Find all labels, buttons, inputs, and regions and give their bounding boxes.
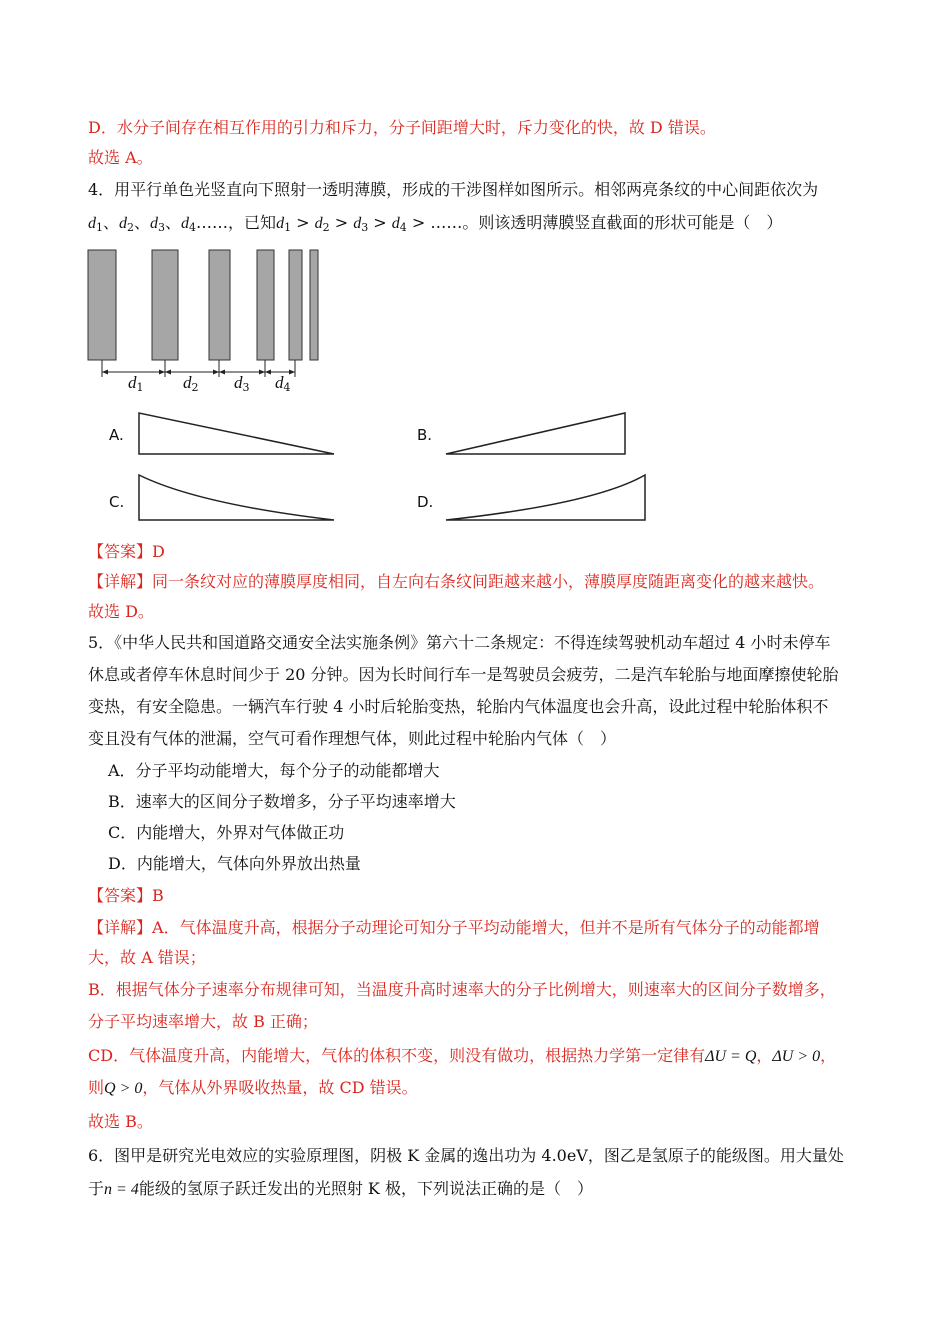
fig-label-d3: $d_3$ [234, 373, 250, 394]
q5-option-c[interactable]: C．内能增大，外界对气体做正功 [108, 823, 345, 842]
q4-option-b-label[interactable]: B. [417, 426, 433, 444]
q5-detail-b-line1: B．根据气体分子速率分布规律可知，当温度升高时速率大的分子比例增大，则速率大的区间分子数增多， [88, 980, 836, 999]
q5-option-d[interactable]: D．内能增大，气体向外界放出热量 [108, 854, 361, 873]
q4-option-d-label[interactable]: D. [417, 493, 434, 511]
q5-detail-a-line2: 大，故 A 错误； [88, 948, 206, 967]
fig-label-d2: $d_2$ [183, 373, 199, 394]
q5-detail-b-line2: 分子平均速率增大，故 B 正确； [88, 1012, 318, 1031]
q4-option-c-label[interactable]: C. [109, 493, 125, 511]
q5-detail-cd-line2: 则Q > 0，气体从外界吸收热量，故 CD 错误。 [88, 1078, 418, 1097]
q6-stem-line1: 6．图甲是研究光电效应的实验原理图，阴极 K 金属的逸出功为 4.0eV，图乙是氢原子的能级图。用大量处 [88, 1146, 844, 1165]
q5-detail-a-line1: 【详解】A．气体温度升高，根据分子动理论可知分子平均动能增大，但并不是所有气体分子的动能都增 [88, 918, 820, 937]
select-a-line: 故选 A。 [88, 148, 153, 167]
fringe-1 [88, 250, 116, 360]
option-d-explanation: D．水分子间存在相互作用的引力和斥力，分子间距增大时，斥力变化的快，故 D 错误。 [88, 118, 716, 137]
interference-fringe-figure [80, 245, 340, 375]
q5-stem-line3: 变热，有安全隐患。一辆汽车行驶 4 小时后轮胎变热，轮胎内气体温度也会升高，设此过程中轮胎体积不 [88, 697, 829, 716]
q5-stem-line1: 5．《中华人民共和国道路交通安全法实施条例》第六十二条规定：不得连续驾驶机动车超过 4 小时未停车 [88, 633, 831, 652]
q4-select: 故选 D。 [88, 602, 154, 621]
q4-detail: 【详解】同一条纹对应的薄膜厚度相同，自左向右条纹间距越来越小，薄膜厚度随距离变化的越来越快。 [88, 572, 825, 591]
fig-label-d4: $d_4$ [275, 373, 291, 394]
q4-answer: 【答案】D [88, 542, 165, 561]
q4-option-a-label[interactable]: A. [109, 426, 124, 444]
q5-stem-line2: 休息或者停车休息时间少于 20 分钟。因为长时间行车一是驾驶员会疲劳，二是汽车轮胎与地面摩擦使轮胎 [88, 665, 839, 684]
q5-answer: 【答案】B [88, 886, 164, 905]
q4-option-d-shape[interactable] [444, 474, 649, 524]
q5-option-b[interactable]: B．速率大的区间分子数增多，分子平均速率增大 [108, 792, 456, 811]
fig-label-d1: $d_1$ [128, 373, 144, 394]
q5-stem-line4: 变且没有气体的泄漏，空气可看作理想气体，则此过程中轮胎内气体（ ） [88, 729, 617, 748]
fringe-4 [257, 250, 274, 360]
q6-stem-line2: 于n = 4能级的氢原子跃迁发出的光照射 K 极，下列说法正确的是（ ） [88, 1179, 593, 1198]
fringe-5 [289, 250, 302, 360]
q4-option-a-shape[interactable] [138, 412, 338, 457]
fringe-3 [209, 250, 230, 360]
q5-select: 故选 B。 [88, 1112, 153, 1131]
q4-option-c-shape[interactable] [138, 474, 338, 524]
q5-option-a[interactable]: A．分子平均动能增大，每个分子的动能都增大 [108, 761, 440, 780]
q4-stem-line2: $d_1$、$d_2$、$d_3$、$d_4\dots\dots$，已知$d_1 > d_2 > d_3 > d_4$ > ……。则该透明薄膜竖直截面的形状可能是（ ） [88, 213, 783, 234]
fringe-6 [310, 250, 318, 360]
q4-stem-line1: 4．用平行单色光竖直向下照射一透明薄膜，形成的干涉图样如图所示。相邻两亮条纹的中心间距依次为 [88, 180, 819, 199]
fringe-2 [152, 250, 178, 360]
q4-option-b-shape[interactable] [444, 412, 629, 457]
q5-detail-cd-line1: CD．气体温度升高，内能增大，气体的体积不变，则没有做功，根据热力学第一定律有ΔU = Q，ΔU > 0， [88, 1046, 837, 1065]
